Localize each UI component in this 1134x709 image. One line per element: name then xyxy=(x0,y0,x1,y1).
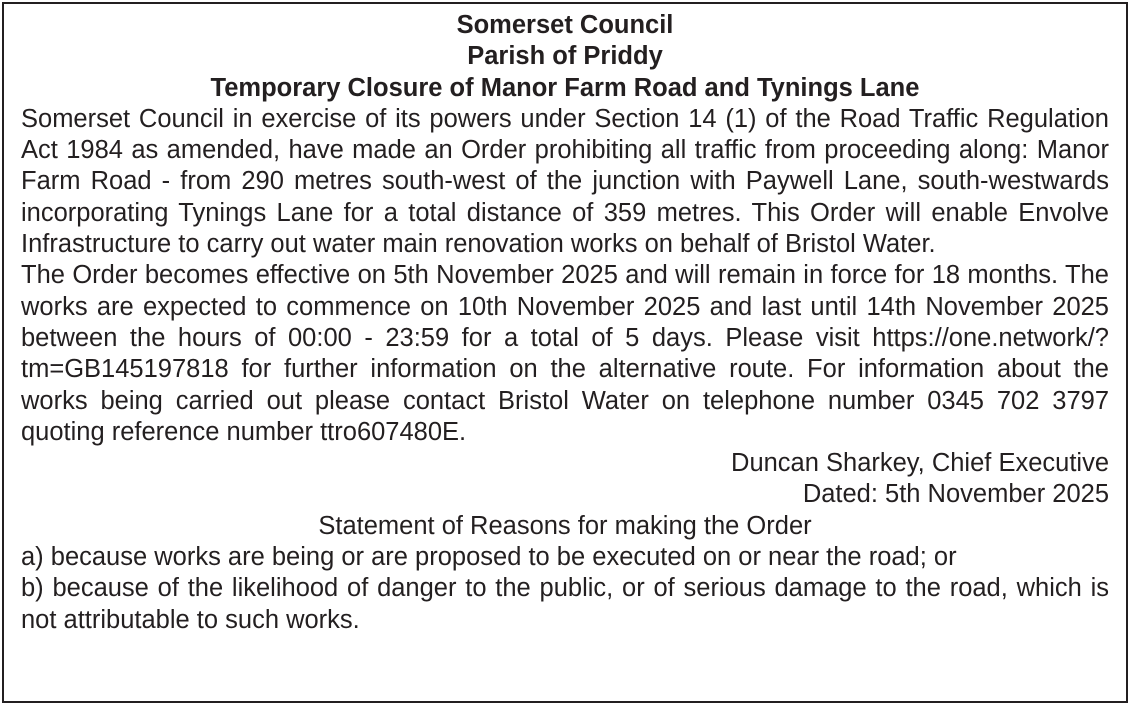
public-notice xyxy=(2,2,1128,703)
date-line: Dated: 5th November 2025 xyxy=(802,480,1109,509)
reason-b: b) because of the likelihood of danger to the public, or of serious damage to the road, which is not attributable to such works. xyxy=(21,574,1109,634)
signatory: Duncan Sharkey, Chief Executive xyxy=(731,449,1109,478)
notice-parish: Parish of Priddy xyxy=(467,42,663,71)
order-paragraph: Somerset Council in exercise of its powers under Section 14 (1) of the Road Traffic Regulation Act 1984 as amended, have made an Order prohibiting all traffic from proceeding along: Manor Farm Road - from 290 metres south-west of the junction with Paywell Lane, south-westwards incorporating Tynings Lane for a total distance of 359 metres. This Order will enable Envolve Infrastructure to carry out water main renovation works on behalf of Bristol Water. xyxy=(21,104,1109,259)
notice-title: Temporary Closure of Manor Farm Road and Tynings Lane xyxy=(210,73,920,102)
details-paragraph: The Order becomes effective on 5th November 2025 and will remain in force for 18 months. The works are expected to commence on 10th November 2025 and last until 14th November 2025 between the hours of 00:00 - 23:59 for a total of 5 days. Please visit https://one.network/?tm=GB145197818 for further information on the alternative route. For information about the works being carried out please contact Bristol Water on telephone number 0345 702 3797 quoting reference number ttro607480E. xyxy=(21,261,1109,446)
reasons-heading: Statement of Reasons for making the Order xyxy=(318,511,812,540)
notice-authority: Somerset Council xyxy=(456,11,674,39)
reason-a: a) because works are being or are proposed to be executed on or near the road; or xyxy=(21,543,957,572)
